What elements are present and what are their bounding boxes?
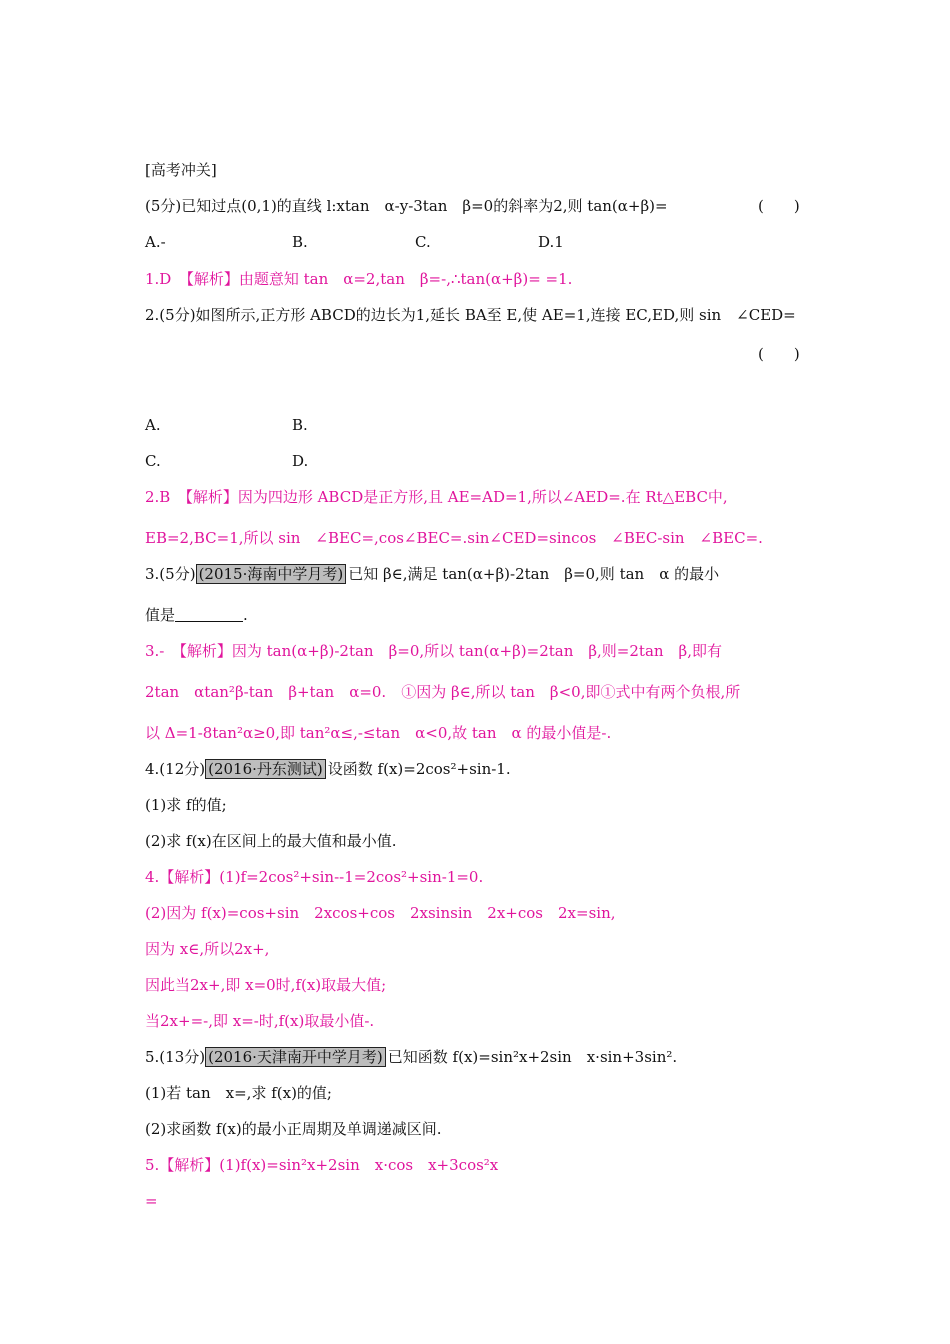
q2-option-a: A. [145, 416, 161, 434]
q2-option-d: D. [292, 452, 309, 470]
q3-stem-cont: 值是 . [145, 606, 248, 624]
q1-option-c: C. [415, 233, 431, 251]
q3-stem [145, 564, 719, 584]
q5-part2: (2)求函数 f(x)的最小正周期及单调递减区间. [145, 1120, 442, 1138]
q1-stem: (5分)已知过点(0,1)的直线 l:xtan α-y-3tan β=0的斜率为2,则 tan(α+β)= [145, 197, 668, 215]
q5-stem [145, 1047, 677, 1067]
q3-text: 已知 β∈,满足 tan(α+β)-2tan β=0,则 tan α 的最小 [348, 565, 720, 583]
q5-solution-line1: 5.【解析】(1)f(x)=sin²x+2sin x·cos x+3cos²x [145, 1156, 499, 1174]
q3-solution-line1: 3.- 【解析】因为 tan(α+β)-2tan β=0,所以 tan(α+β)=2tan β,则=2tan β,即有 [145, 642, 722, 660]
q1-option-d: D.1 [538, 233, 564, 251]
q3-number: 3.(5分) [145, 565, 196, 583]
q4-stem [145, 759, 511, 779]
q2-stem: 2.(5分)如图所示,正方形 ABCD的边长为1,延长 BA至 E,使 AE=1,连接 EC,ED,则 sin ∠CED= [145, 306, 796, 324]
q3-solution-line3: 以 Δ=1-8tan²α≥0,即 tan²α≤,-≤tan α<0,故 tan α 的最小值是-. [145, 724, 612, 742]
q1-option-b: B. [292, 233, 308, 251]
q4-solution-line3: 因为 x∈,所以2x+, [145, 940, 270, 958]
q5-number: 5.(13分) [145, 1048, 206, 1066]
q4-text: 设函数 f(x)=2cos²+sin-1. [327, 760, 511, 778]
q4-part2: (2)求 f(x)在区间上的最大值和最小值. [145, 832, 397, 850]
q5-text: 已知函数 f(x)=sin²x+2sin x·sin+3sin². [387, 1048, 678, 1066]
q4-part1: (1)求 f的值; [145, 796, 227, 814]
q2-solution-line1: 2.B 【解析】因为四边形 ABCD是正方形,且 AE=AD=1,所以∠AED=.在 Rt△EBC中, [145, 488, 728, 506]
q4-solution-line4: 因此当2x+,即 x=0时,f(x)取最大值; [145, 976, 387, 994]
q4-source-tag: (2016·丹东测试) [205, 759, 326, 779]
q4-solution-line5: 当2x+=-,即 x=-时,f(x)取最小值-. [145, 1012, 375, 1030]
q5-source-tag: (2016·天津南开中学月考) [205, 1047, 386, 1067]
q3-answer-blank [175, 607, 243, 622]
q2-answer-paren: ( ) [758, 345, 800, 363]
q3-text-cont: 值是 [145, 606, 176, 624]
q5-part1: (1)若 tan x=,求 f(x)的值; [145, 1084, 332, 1102]
section-heading: [高考冲关] [145, 161, 217, 179]
q5-solution-line2: = [145, 1192, 158, 1210]
q2-solution-line2: EB=2,BC=1,所以 sin ∠BEC=,cos∠BEC=.sin∠CED=sincos ∠BEC-sin ∠BEC=. [145, 529, 763, 547]
q4-solution-line1: 4.【解析】(1)f=2cos²+sin--1=2cos²+sin-1=0. [145, 868, 484, 886]
q4-solution-line2: (2)因为 f(x)=cos+sin 2xcos+cos 2xsinsin 2x+cos 2x=sin, [145, 904, 616, 922]
q1-solution: 1.D 【解析】由题意知 tan α=2,tan β=-,∴tan(α+β)= =1. [145, 270, 573, 288]
q4-number: 4.(12分) [145, 760, 206, 778]
q1-option-a: A.- [145, 233, 166, 251]
q3-solution-line2: 2tan αtan²β-tan β+tan α=0. ①因为 β∈,所以 tan β<0,即①式中有两个负根,所 [145, 683, 741, 701]
q2-option-b: B. [292, 416, 308, 434]
q1-answer-paren: ( ) [758, 197, 800, 215]
q2-option-c: C. [145, 452, 161, 470]
q3-source-tag: (2015·海南中学月考) [196, 564, 347, 584]
